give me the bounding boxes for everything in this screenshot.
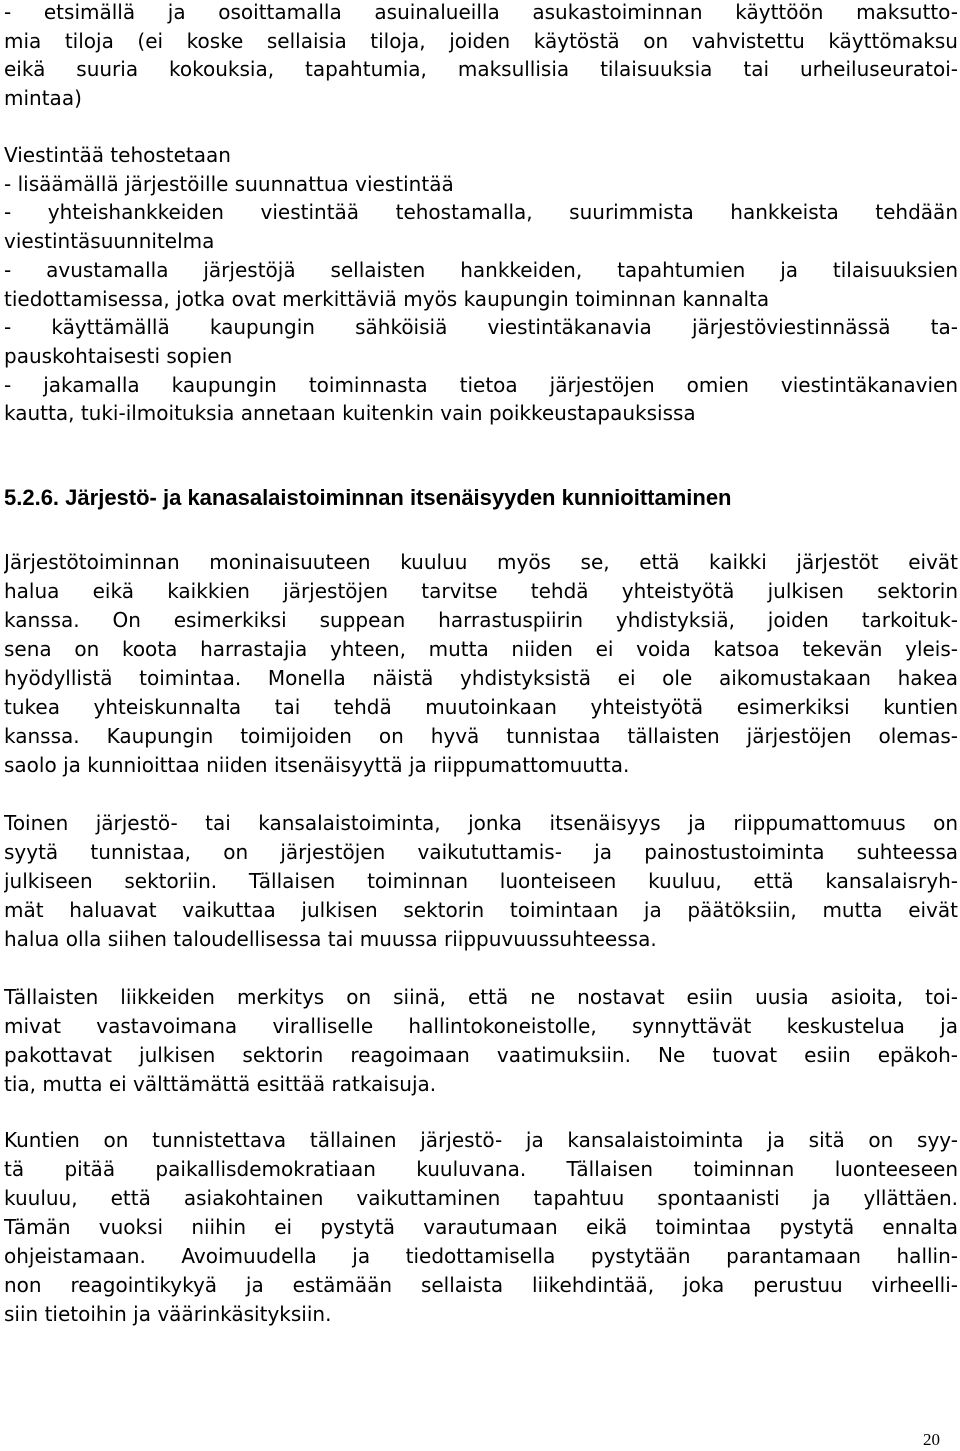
text-line: halua eikä kaikkien järjestöjen tarvitse tehdä yhteistyötä julkisen sektorin (4, 579, 958, 603)
list-heading: Viestintää tehostetaan (4, 143, 231, 167)
list-item: pauskohtaisesti sopien (4, 343, 233, 368)
text-line: mivat vastavoimana viralliselle hallintokoneistolle, synnyttävät keskustelua ja (4, 1014, 958, 1038)
text-line: Kuntien on tunnistettava tällainen järjestö- ja kansalaistoiminta ja sitä on syy- (4, 1128, 958, 1152)
text-line: siin tietoihin ja väärinkäsityksiin. (4, 1302, 332, 1326)
section-title: Järjestö- ja kanasalaistoiminnan itsenäisyyden kunnioittaminen (65, 485, 732, 510)
communication-list (4, 141, 958, 428)
text-line: kanssa. On esimerkiksi suppean harrastuspiirin yhdistyksiä, joiden tarkoituk- (4, 608, 958, 632)
paragraph (4, 983, 958, 1099)
list-item: kautta, tuki-ilmoituksia annetaan kuitenkin vain poikkeustapauksissa (4, 401, 696, 426)
text-line: Järjestötoiminnan moninaisuuteen kuuluu myös se, että kaikki järjestöt eivät (4, 550, 958, 574)
list-item: - lisäämällä järjestöille suunnattua viestintää (4, 171, 454, 196)
text-line: mintaa) (4, 86, 82, 111)
paragraph (4, 1126, 958, 1329)
text-line: hyödyllistä toimintaa. Monella näistä yhdistyksistä ei ole aikomustakaan hakea (4, 666, 958, 690)
paragraph (4, 548, 958, 780)
text-line: tukea yhteiskunnalta tai tehdä muutoinkaan yhteistyötä esimerkiksi kuntien (4, 695, 958, 719)
text-line: syytä tunnistaa, on järjestöjen vaikututtamis- ja painostustoiminta suhteessa (4, 840, 958, 864)
text-line: sena on koota harrastajia yhteen, mutta niiden ei voida katsoa tekevän yleis- (4, 637, 958, 661)
text-line: tia, mutta ei välttämättä esittää ratkaisuja. (4, 1072, 437, 1096)
text-line: ohjeistamaan. Avoimuudella ja tiedottamisella pystytään parantamaan hallin- (4, 1244, 958, 1268)
text-line: mät haluavat vaikuttaa julkisen sektorin toimintaan ja päätöksiin, mutta eivät (4, 898, 958, 922)
text-line: non reagointikykyä ja estämään sellaista liikehdintää, joka perustuu virheelli- (4, 1273, 958, 1297)
list-item: - avustamalla järjestöjä sellaisten hankkeiden, tapahtumien ja tilaisuuksien (4, 257, 958, 282)
list-item: - käyttämällä kaupungin sähköisiä viestintäkanavia järjestöviestinnässä ta- (4, 315, 958, 340)
text-line: saolo ja kunnioittaa niiden itsenäisyyttä ja riippumattomuutta. (4, 753, 630, 777)
text-line: pakottavat julkisen sektorin reagoimaan vaatimuksiin. Ne tuovat esiin epäkoh- (4, 1043, 958, 1067)
list-item: - yhteishankkeiden viestintää tehostamalla, suurimmista hankkeista tehdään (4, 200, 958, 225)
section-heading (4, 482, 732, 514)
list-item: - jakamalla kaupungin toiminnasta tietoa järjestöjen omien viestintäkanavien (4, 372, 958, 397)
text-line: - etsimällä ja osoittamalla asuinalueilla asukastoiminnan käyttöön maksutto- (4, 0, 958, 24)
text-line: eikä suuria kokouksia, tapahtumia, maksullisia tilaisuuksia tai urheiluseuratoi- (4, 57, 958, 82)
list-item: viestintäsuunnitelma (4, 229, 215, 254)
text-line: tä pitää paikallisdemokratiaan kuuluvana. Tällaisen toiminnan luonteeseen (4, 1157, 958, 1181)
paragraph (4, 809, 958, 954)
text-line: Toinen järjestö- tai kansalaistoiminta, jonka itsenäisyys ja riippumattomuus on (4, 811, 958, 835)
text-line: kanssa. Kaupungin toimijoiden on hyvä tunnistaa tällaisten järjestöjen olemas- (4, 724, 958, 748)
text-line: kuuluu, että asiakohtainen vaikuttaminen tapahtuu spontaanisti ja yllättäen. (4, 1186, 958, 1210)
text-line: halua olla siihen taloudellisessa tai muussa riippuvuussuhteessa. (4, 927, 657, 951)
text-line: Tämän vuoksi niihin ei pystytä varautumaan eikä toimintaa pystytä ennalta (4, 1215, 958, 1239)
text-line: Tällaisten liikkeiden merkitys on siinä, että ne nostavat esiin uusia asioita, toi- (4, 985, 958, 1009)
page-number: 20 (923, 1430, 940, 1449)
list-item: tiedottamisessa, jotka ovat merkittäviä myös kaupungin toiminnan kannalta (4, 286, 770, 311)
section-number: 5.2.6. (4, 485, 60, 510)
text-line: mia tiloja (ei koske sellaisia tiloja, joiden käytöstä on vahvistettu käyttömaksu (4, 28, 958, 53)
intro-bullet (4, 0, 958, 113)
text-line: julkiseen sektoriin. Tällaisen toiminnan luonteiseen kuuluu, että kansalaisryh- (4, 869, 958, 893)
